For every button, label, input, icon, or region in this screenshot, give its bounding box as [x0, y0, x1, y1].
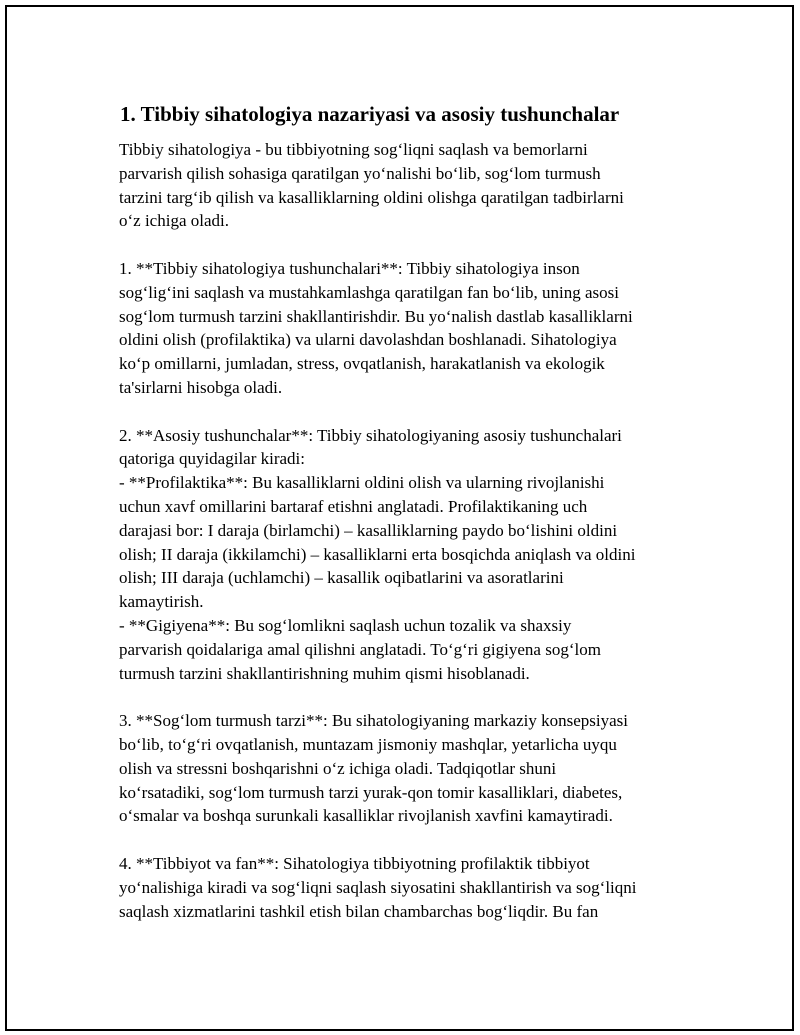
paragraph-gap — [119, 233, 699, 257]
section-4-paragraph: 4. **Tibbiyot va fan**: Sihatologiya tibbiyotning profilaktik tibbiyot yo‘nalishiga kiradi va sog‘liqni saqlash siyosatini shakllantirish va sog‘liqni saqlash xizmatlarini tashkil etish bilan chambarchas bog‘liqdir. Bu fan — [119, 853, 637, 921]
page-frame — [5, 5, 794, 1031]
paragraph-gap — [119, 828, 699, 852]
section-3-paragraph: 3. **Sog‘lom turmush tarzi**: Bu sihatologiyaning markaziy konsepsiyasi bo‘lib, to‘g‘ri ovqatlanish, muntazam jismoniy mashqlar, yetarlicha uyqu olish va stressni boshqarishni o‘z ichiga oladi. Tadqiqotlar shuni ko‘rsatadiki, sog‘lom turmush tarzi yurak-qon tomir kasalliklari, diabetes, o‘smalar va boshqa surunkali kasalliklar rivojlanish xavfini kamaytiradi. — [119, 711, 628, 826]
section-2-paragraph: 2. **Asosiy tushunchalar**: Tibbiy sihatologiyaning asosiy tushunchalari qatoriga quyidagilar kiradi: - **Profilaktika**: Bu kasalliklarni oldini olish va ularning rivojlanishi uchun xavf omillarini bartaraf etishni anglatadi. Profilaktikaning uch darajasi bor: I daraja (birlamchi) – kasalliklarning paydo bo‘lishini oldini olish; II daraja (ikkilamchi) – kasalliklarni erta bosqichda aniqlash va oldini olish; III daraja (uchlamchi) – kasallik oqibatlarini va asoratlarini kamaytirish. - **Gigiyena**: Bu sog‘lomlikni saqlash uchun tozalik va shaxsiy parvarish qoidalariga amal qilishni anglatadi. To‘g‘ri gigiyena sog‘lom turmush tarzini shakllantirishning muhim qismi hisoblanadi. — [119, 425, 636, 683]
paragraph-gap — [119, 400, 699, 424]
paragraph-gap — [119, 685, 699, 709]
document-title: 1. Tibbiy sihatologiya nazariyasi va asosiy tushunchalar — [120, 102, 620, 126]
intro-paragraph: Tibbiy sihatologiya - bu tibbiyotning sog‘liqni saqlash va bemorlarni parvarish qilish sohasiga qaratilgan yo‘nalishi bo‘lib, sog‘lom turmush tarzini targ‘ib qilish va kasalliklarning oldini olishga qaratilgan tadbirlarni o‘z ichiga oladi. — [119, 140, 624, 231]
section-1-paragraph: 1. **Tibbiy sihatologiya tushunchalari**: Tibbiy sihatologiya inson sog‘lig‘ini saqlash va mustahkamlashga qaratilgan fan bo‘lib, uning asosi sog‘lom turmush tarzini shakllantirishdir. Bu yo‘nalish dastlab kasalliklarni oldini olish (profilaktika) va ularni davolashdan boshlanadi. Sihatologiya ko‘p omillarni, jumladan, stress, ovqatlanish, harakatlanish va ekologik ta'sirlarni hisobga oladi. — [119, 258, 633, 397]
document-body — [119, 100, 699, 923]
